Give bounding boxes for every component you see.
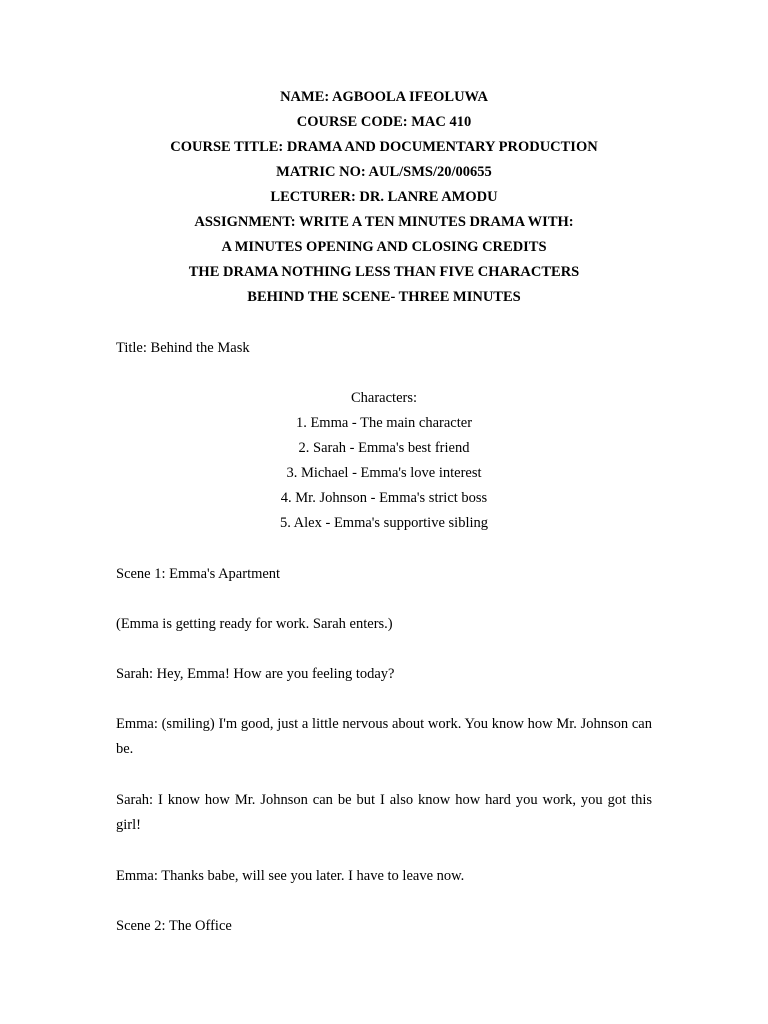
assignment-requirement-3: BEHIND THE SCENE- THREE MINUTES: [247, 289, 521, 305]
scene-1-heading: [116, 562, 652, 587]
student-name: NAME: AGBOOLA IFEOLUWA: [280, 89, 488, 105]
character-item: 4. Mr. Johnson - Emma's strict boss: [280, 490, 488, 506]
character-item: 5. Alex - Emma's supportive sibling: [279, 515, 488, 531]
scene-heading: Scene 1: Emma's Apartment: [116, 566, 281, 582]
dialogue-sarah-2: [116, 788, 652, 838]
course-title: COURSE TITLE: DRAMA AND DOCUMENTARY PRODUCTION: [170, 139, 598, 155]
dialogue-emma-1: [116, 712, 652, 762]
character-item: 3. Michael - Emma's love interest: [286, 465, 482, 481]
stage-direction: [116, 612, 652, 637]
assignment-requirement-2: THE DRAMA NOTHING LESS THAN FIVE CHARACTERS: [188, 264, 580, 280]
matric-number: MATRIC NO: AUL/SMS/20/00655: [276, 164, 492, 180]
character-item: 2. Sarah - Emma's best friend: [298, 440, 470, 456]
lecturer: LECTURER: DR. LANRE AMODU: [270, 189, 498, 205]
character-list: [0, 386, 768, 536]
stage-direction-text: (Emma is getting ready for work. Sarah enters.): [116, 616, 393, 632]
assignment-header: [0, 85, 768, 310]
assignment-title: ASSIGNMENT: WRITE A TEN MINUTES DRAMA WITH:: [194, 214, 574, 230]
scene-heading: Scene 2: The Office: [116, 918, 232, 934]
dialogue-sarah-1: [116, 662, 652, 687]
dialogue-emma-2: [116, 864, 652, 889]
dialogue-line: Emma: Thanks babe, will see you later. I have to leave now.: [116, 868, 465, 884]
scene-2-heading: [116, 914, 652, 939]
character-item: 1. Emma - The main character: [295, 415, 473, 431]
assignment-requirement-1: A MINUTES OPENING AND CLOSING CREDITS: [221, 239, 547, 255]
dialogue-line: Sarah: Hey, Emma! How are you feeling today?: [116, 666, 395, 682]
drama-title: Title: Behind the Mask: [116, 340, 250, 356]
dialogue-line: Sarah: I know how Mr. Johnson can be but I also know how hard you work, you got this girl!: [116, 792, 652, 833]
characters-heading: Characters:: [350, 390, 418, 406]
course-code: COURSE CODE: MAC 410: [296, 114, 472, 130]
dialogue-line: Emma: (smiling) I'm good, just a little nervous about work. You know how Mr. Johnson can be.: [116, 716, 652, 757]
